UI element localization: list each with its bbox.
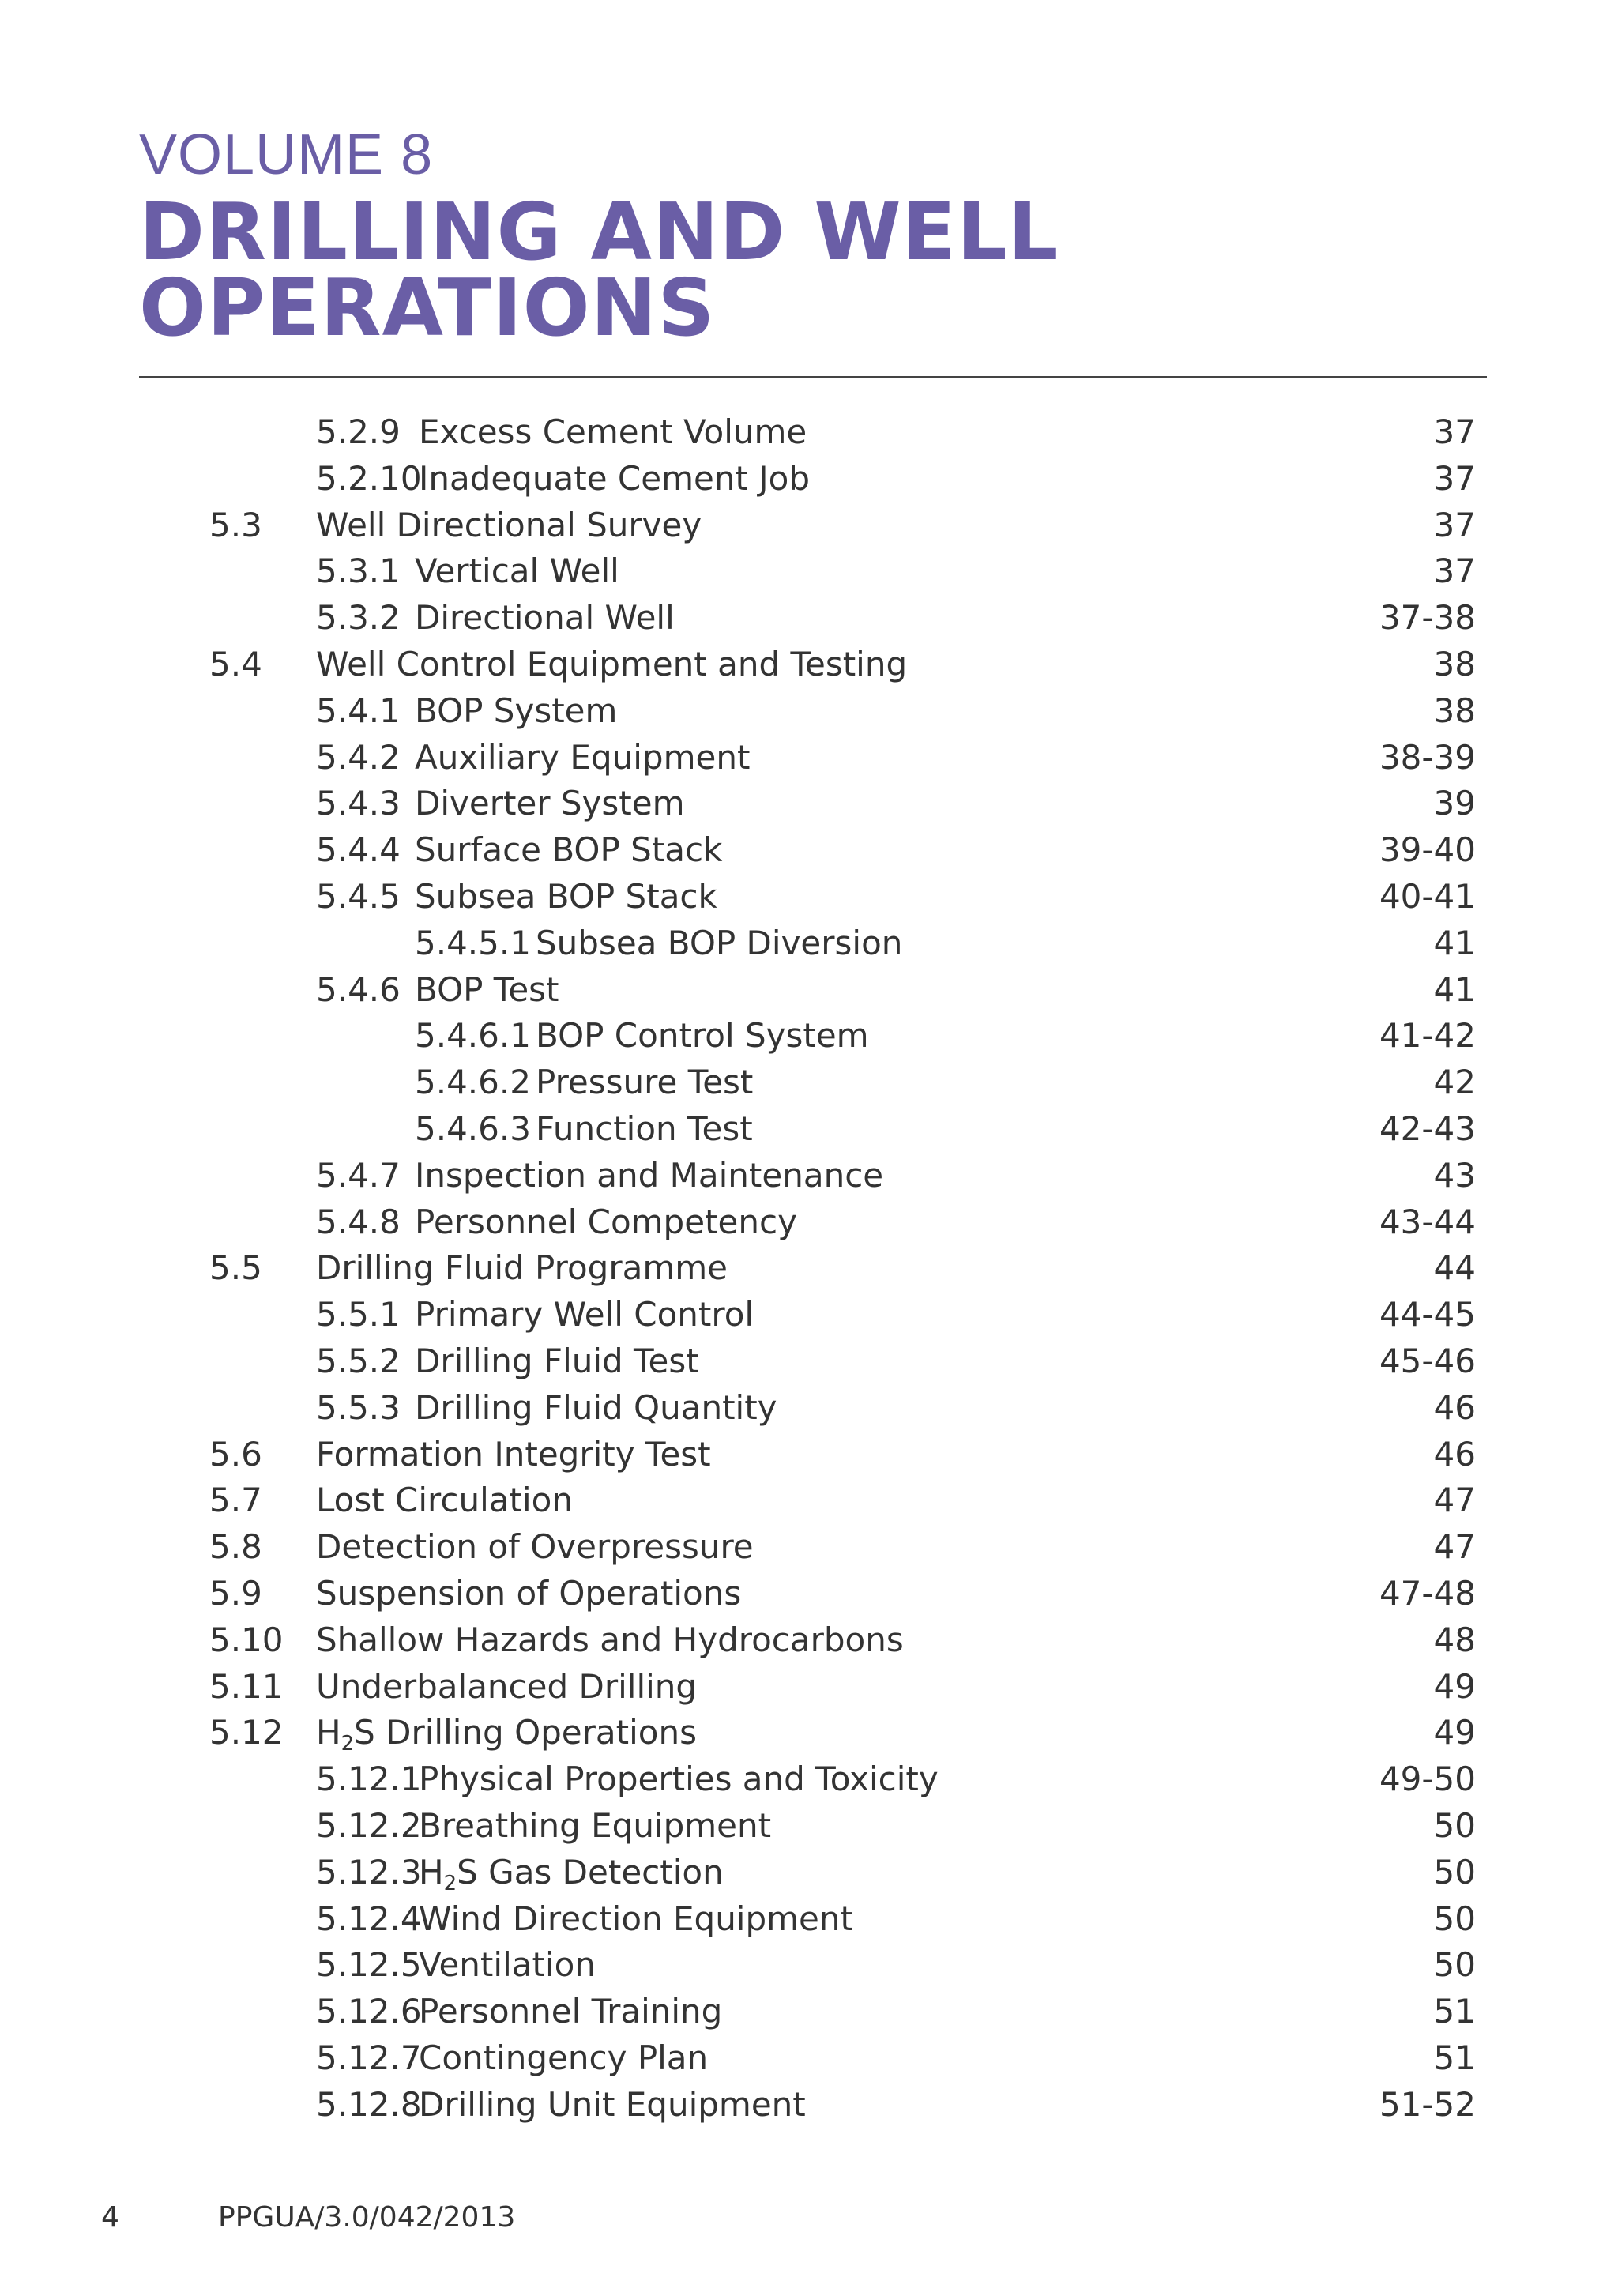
toc-entry-title: Inadequate Cement Job xyxy=(419,458,811,498)
page-title-line1: DRILLING AND WELL xyxy=(139,186,1059,278)
toc-entry-number: 5.4.8 xyxy=(316,1202,401,1241)
toc-entry[interactable] xyxy=(0,1942,1618,1989)
toc-entry-page: 49-50 xyxy=(1379,1760,1476,1799)
toc-entry-title-prefix: H xyxy=(419,1852,444,1891)
toc-entry[interactable] xyxy=(0,1664,1618,1711)
toc-entry[interactable] xyxy=(0,1245,1618,1292)
toc-entry-number: 5.4.6 xyxy=(316,969,401,1009)
toc-entry[interactable] xyxy=(0,595,1618,642)
toc-entry-number: 5.3 xyxy=(209,505,262,544)
toc-entry-title: Wind Direction Equipment xyxy=(419,1899,853,1938)
toc-entry-number: 5.9 xyxy=(209,1573,262,1613)
toc-entry-number: 5.12.8 xyxy=(316,2084,422,2124)
toc-entry-number: 5.4 xyxy=(209,644,262,683)
toc-entry[interactable] xyxy=(0,1896,1618,1943)
toc-entry[interactable] xyxy=(0,1756,1618,1803)
toc-entry-page: 43-44 xyxy=(1379,1202,1476,1241)
toc-entry-number: 5.4.1 xyxy=(316,691,401,730)
toc-entry-title: Directional Well xyxy=(415,598,675,638)
toc-entry[interactable] xyxy=(0,548,1618,595)
toc-entry-title: Personnel Training xyxy=(419,1992,723,2031)
toc-entry[interactable] xyxy=(0,642,1618,688)
toc-entry-page: 42 xyxy=(1433,1063,1476,1102)
toc-entry-number: 5.12 xyxy=(209,1713,284,1752)
page-title-line2: OPERATIONS xyxy=(139,262,716,354)
toc-entry-page: 42-43 xyxy=(1379,1108,1476,1148)
toc-entry[interactable] xyxy=(0,1571,1618,1617)
toc-entry-title: Subsea BOP Stack xyxy=(415,876,717,916)
toc-entry-page: 50 xyxy=(1433,1805,1476,1845)
toc-entry-page: 37 xyxy=(1433,412,1476,451)
toc-entry-page: 46 xyxy=(1433,1434,1476,1474)
toc-entry-title: Inspection and Maintenance xyxy=(415,1155,884,1195)
toc-entry[interactable] xyxy=(0,1524,1618,1571)
toc-entry-number: 5.3.2 xyxy=(316,598,401,638)
toc-entry-title: Surface BOP Stack xyxy=(415,830,723,870)
toc-entry[interactable] xyxy=(0,1850,1618,1896)
toc-entry[interactable] xyxy=(0,1292,1618,1338)
toc-entry-page: 51-52 xyxy=(1379,2084,1476,2124)
toc-entry-page: 41 xyxy=(1433,923,1476,962)
toc-entry-number: 5.12.5 xyxy=(316,1945,422,1985)
toc-entry-number: 5.10 xyxy=(209,1620,284,1659)
toc-entry-number: 5.7 xyxy=(209,1481,262,1520)
toc-entry-title: Drilling Fluid Quantity xyxy=(415,1387,777,1427)
toc-entry[interactable] xyxy=(0,1106,1618,1153)
toc-entry-title: Physical Properties and Toxicity xyxy=(419,1760,939,1799)
toc-entry-title-suffix: S Drilling Operations xyxy=(354,1713,697,1752)
toc-entry-page: 46 xyxy=(1433,1387,1476,1427)
toc-entry-title: Vertical Well xyxy=(415,551,619,591)
toc-entry-number: 5.5 xyxy=(209,1248,262,1288)
toc-entry-number: 5.4.5 xyxy=(316,876,401,916)
toc-entry-page: 41-42 xyxy=(1379,1016,1476,1056)
toc-entry-page: 50 xyxy=(1433,1899,1476,1938)
toc-entry-title: Auxiliary Equipment xyxy=(415,737,751,777)
toc-entry-title: Subsea BOP Diversion xyxy=(536,923,903,962)
page-title xyxy=(139,186,1059,354)
toc-entry[interactable] xyxy=(0,456,1618,502)
table-of-contents xyxy=(0,409,1618,2128)
toc-entry-title: BOP Test xyxy=(415,969,559,1009)
toc-entry-number: 5.2.10 xyxy=(316,458,422,498)
toc-entry-number: 5.5.2 xyxy=(316,1341,401,1380)
toc-entry-page: 38 xyxy=(1433,691,1476,730)
toc-entry-number: 5.12.1 xyxy=(316,1760,422,1799)
toc-entry-page: 51 xyxy=(1433,2038,1476,2077)
toc-entry[interactable] xyxy=(0,967,1618,1014)
toc-entry-number: 5.4.5.1 xyxy=(415,923,531,962)
toc-entry-page: 51 xyxy=(1433,1992,1476,2031)
toc-entry[interactable] xyxy=(0,1153,1618,1199)
toc-entry-page: 37 xyxy=(1433,458,1476,498)
toc-entry[interactable] xyxy=(0,1989,1618,2035)
toc-entry[interactable] xyxy=(0,1803,1618,1850)
toc-entry-title: Personnel Competency xyxy=(415,1202,797,1241)
toc-entry-number: 5.5.1 xyxy=(316,1295,401,1334)
toc-entry-number: 5.4.7 xyxy=(316,1155,401,1195)
toc-entry-number: 5.4.3 xyxy=(316,784,401,823)
toc-entry-title-subscript: 2 xyxy=(443,1871,457,1895)
toc-entry-page: 41 xyxy=(1433,969,1476,1009)
toc-entry-title: BOP System xyxy=(415,691,618,730)
toc-entry-page: 38 xyxy=(1433,644,1476,683)
footer-page-number: 4 xyxy=(101,2201,119,2234)
toc-entry-page: 39 xyxy=(1433,784,1476,823)
toc-entry-title: Detection of Overpressure xyxy=(316,1527,754,1567)
toc-entry-page: 49 xyxy=(1433,1666,1476,1706)
footer-document-code: PPGUA/3.0/042/2013 xyxy=(218,2201,516,2234)
toc-entry-number: 5.12.4 xyxy=(316,1899,422,1938)
toc-entry-number: 5.8 xyxy=(209,1527,262,1567)
toc-entry-number: 5.12.3 xyxy=(316,1852,422,1891)
toc-entry-page: 50 xyxy=(1433,1852,1476,1891)
toc-entry-title: Suspension of Operations xyxy=(316,1573,742,1613)
toc-entry-title xyxy=(316,1710,697,1756)
toc-entry-number: 5.3.1 xyxy=(316,551,401,591)
toc-entry-title: Primary Well Control xyxy=(415,1295,754,1334)
toc-entry[interactable] xyxy=(0,1432,1618,1478)
toc-entry-title-suffix: S Gas Detection xyxy=(457,1852,724,1891)
toc-entry[interactable] xyxy=(0,409,1618,456)
toc-entry-page: 38-39 xyxy=(1379,737,1476,777)
toc-entry[interactable] xyxy=(0,874,1618,920)
toc-entry[interactable] xyxy=(0,688,1618,735)
toc-entry[interactable] xyxy=(0,781,1618,827)
toc-entry-number: 5.12.7 xyxy=(316,2038,422,2077)
toc-entry-title: Contingency Plan xyxy=(419,2038,709,2077)
toc-entry[interactable] xyxy=(0,1013,1618,1060)
toc-entry[interactable] xyxy=(0,1385,1618,1432)
toc-entry-page: 37-38 xyxy=(1379,598,1476,638)
toc-entry-title: Diverter System xyxy=(415,784,685,823)
toc-entry-page: 47 xyxy=(1433,1527,1476,1567)
toc-entry-title-subscript: 2 xyxy=(341,1732,355,1756)
toc-entry-title xyxy=(419,1850,724,1896)
toc-entry-title: Lost Circulation xyxy=(316,1481,573,1520)
toc-entry[interactable] xyxy=(0,1710,1618,1756)
toc-entry-number: 5.5.3 xyxy=(316,1387,401,1427)
toc-entry-title: Drilling Fluid Test xyxy=(415,1341,699,1380)
toc-entry[interactable] xyxy=(0,502,1618,549)
toc-entry-page: 39-40 xyxy=(1379,830,1476,870)
toc-entry-title: Ventilation xyxy=(419,1945,596,1985)
toc-entry-title: BOP Control System xyxy=(536,1016,869,1056)
toc-entry[interactable] xyxy=(0,920,1618,967)
header-divider xyxy=(139,376,1487,378)
toc-entry[interactable] xyxy=(0,1338,1618,1385)
toc-entry-title: Excess Cement Volume xyxy=(419,412,807,451)
toc-entry-number: 5.12.2 xyxy=(316,1805,422,1845)
toc-entry[interactable] xyxy=(0,1060,1618,1106)
toc-entry-page: 40-41 xyxy=(1379,876,1476,916)
toc-entry[interactable] xyxy=(0,2035,1618,2082)
toc-entry[interactable] xyxy=(0,1477,1618,1524)
toc-entry[interactable] xyxy=(0,1199,1618,1246)
toc-entry-page: 50 xyxy=(1433,1945,1476,1985)
toc-entry-title: Well Directional Survey xyxy=(316,505,702,544)
toc-entry-page: 37 xyxy=(1433,505,1476,544)
toc-entry-number: 5.4.6.1 xyxy=(415,1016,531,1056)
toc-entry-number: 5.2.9 xyxy=(316,412,401,451)
toc-entry[interactable] xyxy=(0,1617,1618,1664)
toc-entry-number: 5.4.2 xyxy=(316,737,401,777)
toc-entry[interactable] xyxy=(0,735,1618,781)
toc-entry-title: Drilling Unit Equipment xyxy=(419,2084,806,2124)
toc-entry-title: Well Control Equipment and Testing xyxy=(316,644,908,683)
toc-entry-number: 5.6 xyxy=(209,1434,262,1474)
toc-entry-page: 37 xyxy=(1433,551,1476,591)
toc-entry-number: 5.12.6 xyxy=(316,1992,422,2031)
toc-entry-title: Shallow Hazards and Hydrocarbons xyxy=(316,1620,904,1659)
toc-entry-title: Formation Integrity Test xyxy=(316,1434,711,1474)
toc-entry-title: Underbalanced Drilling xyxy=(316,1666,698,1706)
toc-entry-page: 48 xyxy=(1433,1620,1476,1659)
toc-entry-page: 43 xyxy=(1433,1155,1476,1195)
toc-entry-page: 45-46 xyxy=(1379,1341,1476,1380)
toc-entry-page: 47-48 xyxy=(1379,1573,1476,1613)
toc-entry-page: 47 xyxy=(1433,1481,1476,1520)
toc-entry[interactable] xyxy=(0,827,1618,874)
toc-entry-title: Breathing Equipment xyxy=(419,1805,772,1845)
toc-entry[interactable] xyxy=(0,2082,1618,2129)
toc-entry-number: 5.11 xyxy=(209,1666,284,1706)
toc-entry-title: Pressure Test xyxy=(536,1063,754,1102)
toc-entry-number: 5.4.6.3 xyxy=(415,1108,531,1148)
toc-entry-page: 44 xyxy=(1433,1248,1476,1288)
toc-entry-title-prefix: H xyxy=(316,1713,341,1752)
toc-entry-page: 49 xyxy=(1433,1713,1476,1752)
volume-header xyxy=(139,123,1059,354)
toc-entry-page: 44-45 xyxy=(1379,1295,1476,1334)
toc-entry-title: Function Test xyxy=(536,1108,753,1148)
toc-entry-number: 5.4.6.2 xyxy=(415,1063,531,1102)
toc-entry-title: Drilling Fluid Programme xyxy=(316,1248,728,1288)
volume-label: VOLUME 8 xyxy=(139,123,434,186)
toc-entry-number: 5.4.4 xyxy=(316,830,401,870)
